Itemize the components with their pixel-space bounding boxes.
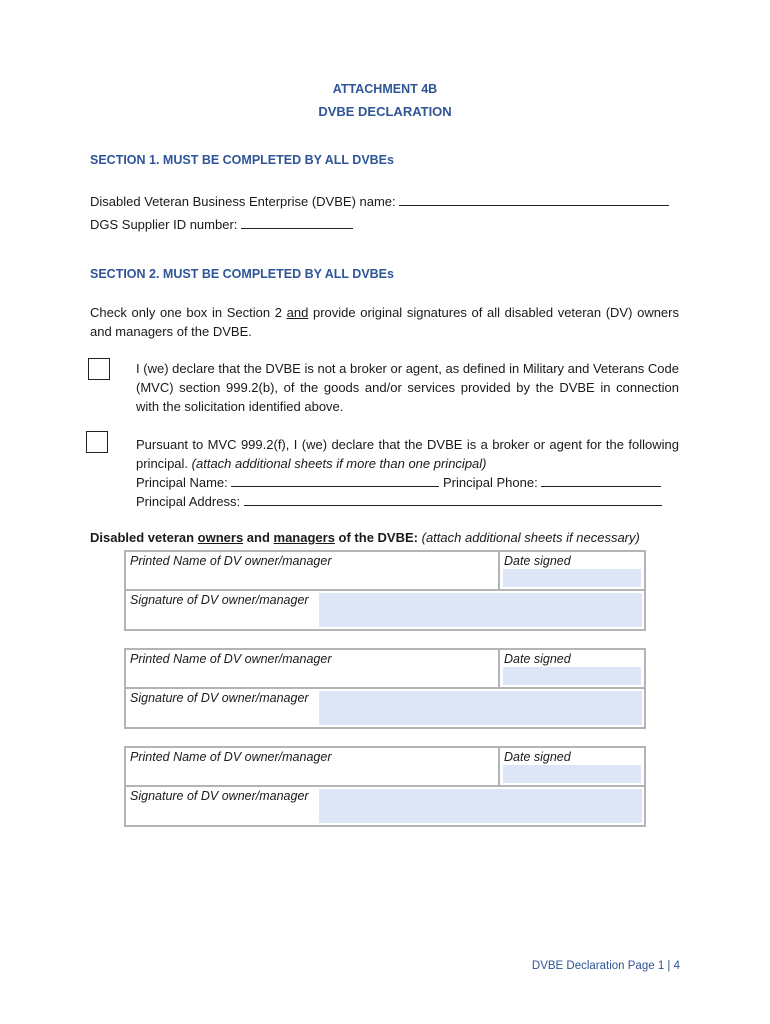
section2-heading: SECTION 2. MUST BE COMPLETED BY ALL DVBEs bbox=[90, 267, 394, 281]
date-signed-cell bbox=[500, 748, 644, 785]
signature-table-row-signature bbox=[126, 591, 644, 629]
page-footer: DVBE Declaration Page 1 | 4 bbox=[531, 960, 680, 972]
signature-field[interactable] bbox=[319, 593, 642, 627]
printed-name-cell bbox=[126, 650, 500, 687]
principal-name-line bbox=[136, 473, 696, 492]
dvbe-name-line bbox=[90, 192, 690, 211]
signature-label: Signature of DV owner/manager bbox=[130, 593, 309, 607]
signature-label: Signature of DV owner/manager bbox=[130, 691, 309, 705]
signature-field[interactable] bbox=[319, 789, 642, 823]
printed-name-label: Printed Name of DV owner/manager bbox=[130, 652, 332, 666]
signature-table-row-name-date bbox=[126, 552, 644, 591]
printed-name-label: Printed Name of DV owner/manager bbox=[130, 750, 332, 764]
date-signed-field[interactable] bbox=[503, 569, 641, 587]
section2-instruction bbox=[90, 303, 679, 341]
instruction-and: and bbox=[286, 305, 309, 320]
date-signed-field[interactable] bbox=[503, 765, 641, 783]
signature-table-1 bbox=[124, 550, 646, 631]
owners-heading bbox=[90, 530, 640, 545]
option-broker-statement: Pursuant to MVC 999.2(f), I (we) declare that the DVBE is a broker or agent for the following principal. bbox=[136, 437, 679, 471]
option-not-broker-text: I (we) declare that the DVBE is not a broker or agent, as defined in Military and Veterans Code (MVC) section 999.2(b), of the goods and/or services provided by the DVBE in connection with the solicitation identified above. bbox=[136, 361, 679, 414]
principal-name-label: Principal Name: bbox=[136, 475, 228, 490]
dvbe-name-label: Disabled Veteran Business Enterprise (DVBE) name: bbox=[90, 194, 396, 209]
checkbox-not-broker[interactable] bbox=[88, 358, 110, 380]
signature-table-row-name-date bbox=[126, 748, 644, 787]
date-signed-label: Date signed bbox=[504, 652, 571, 666]
document-title: DVBE DECLARATION bbox=[318, 104, 452, 119]
supplier-id-line bbox=[90, 215, 690, 234]
printed-name-cell bbox=[126, 748, 500, 785]
signature-label: Signature of DV owner/manager bbox=[130, 789, 309, 803]
signature-table-2 bbox=[124, 648, 646, 729]
date-signed-label: Date signed bbox=[504, 554, 571, 568]
owners-heading-managers: managers bbox=[273, 530, 335, 545]
owners-heading-owners: owners bbox=[197, 530, 244, 545]
supplier-id-field[interactable] bbox=[241, 216, 353, 229]
option-broker-note: (attach additional sheets if more than one principal) bbox=[191, 456, 487, 471]
instruction-part-2: provide original signatures of all disabled veteran (DV) owners and managers of the DVBE. bbox=[90, 305, 679, 339]
date-signed-field[interactable] bbox=[503, 667, 641, 685]
owners-heading-part-2: of the DVBE: bbox=[334, 530, 422, 545]
checkbox-broker[interactable] bbox=[86, 431, 108, 453]
signature-table-row-name-date bbox=[126, 650, 644, 689]
supplier-id-label: DGS Supplier ID number: bbox=[90, 217, 238, 232]
signature-table-row-signature bbox=[126, 787, 644, 825]
signature-field[interactable] bbox=[319, 691, 642, 725]
principal-address-field[interactable] bbox=[244, 493, 662, 506]
option-broker-text bbox=[136, 435, 679, 473]
owners-heading-and: and bbox=[243, 530, 274, 545]
printed-name-cell bbox=[126, 552, 500, 589]
instruction-part-1: Check only one box in Section 2 bbox=[90, 305, 287, 320]
signature-table-row-signature bbox=[126, 689, 644, 727]
signature-table-3 bbox=[124, 746, 646, 827]
printed-name-label: Printed Name of DV owner/manager bbox=[130, 554, 332, 568]
owners-heading-note: (attach additional sheets if necessary) bbox=[421, 530, 640, 545]
principal-phone-label: Principal Phone: bbox=[443, 475, 538, 490]
principal-phone-field[interactable] bbox=[541, 474, 661, 487]
principal-address-line bbox=[136, 492, 696, 511]
principal-address-label: Principal Address: bbox=[136, 494, 241, 509]
date-signed-label: Date signed bbox=[504, 750, 571, 764]
date-signed-cell bbox=[500, 650, 644, 687]
principal-name-field[interactable] bbox=[231, 474, 439, 487]
attachment-label: ATTACHMENT 4B bbox=[332, 82, 438, 96]
owners-heading-part-1: Disabled veteran bbox=[90, 530, 198, 545]
dvbe-name-field[interactable] bbox=[399, 193, 669, 206]
date-signed-cell bbox=[500, 552, 644, 589]
section1-heading: SECTION 1. MUST BE COMPLETED BY ALL DVBEs bbox=[90, 153, 394, 167]
